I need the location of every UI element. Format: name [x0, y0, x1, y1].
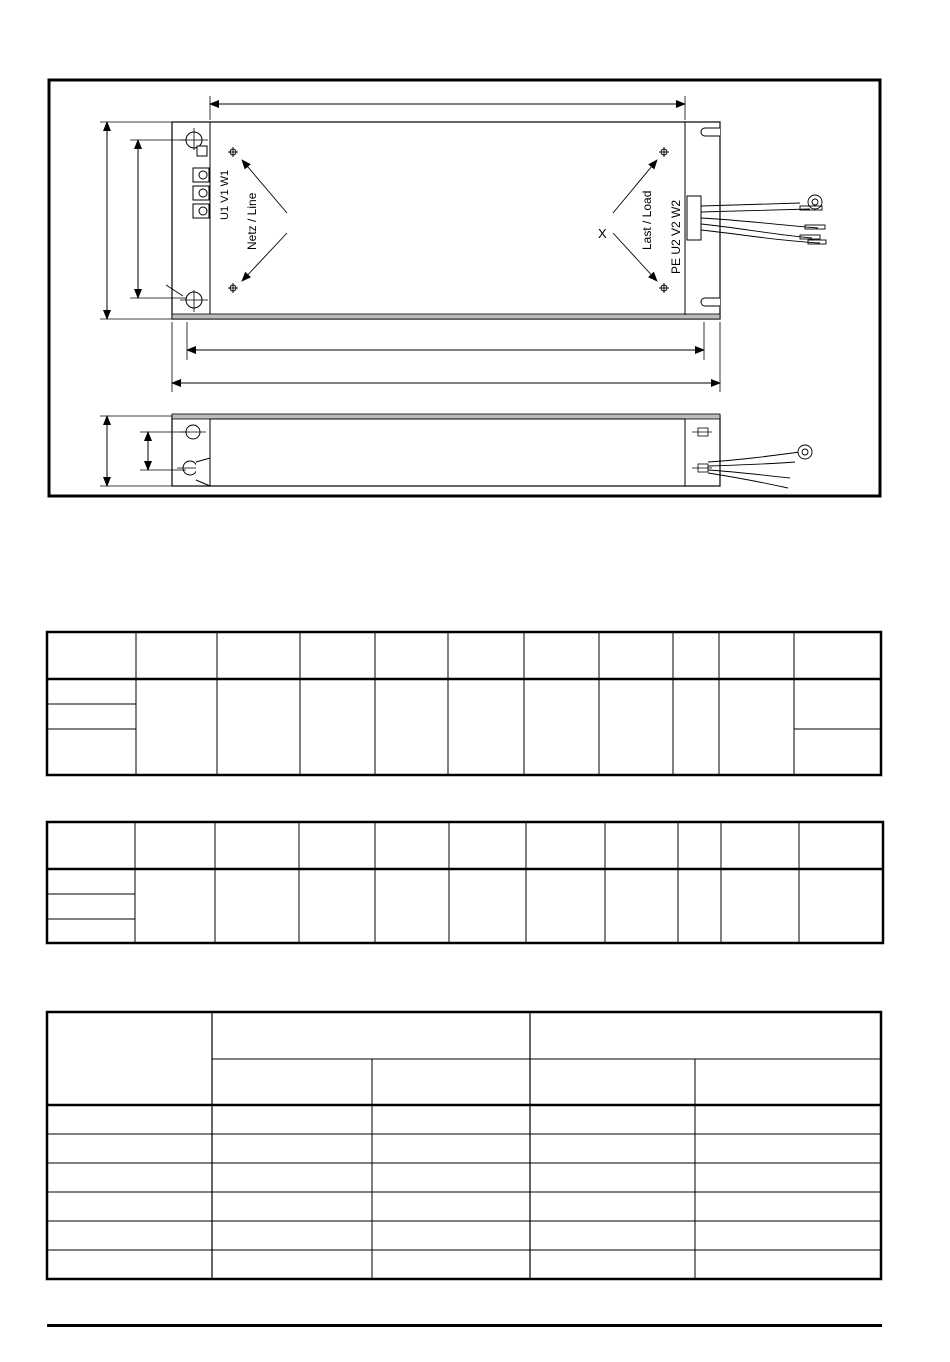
table-3: [47, 1012, 881, 1279]
table-2: [47, 822, 883, 943]
output-terminals-label: PE U2 V2 W2: [669, 199, 683, 274]
input-terminals-label: U1 V1 W1: [219, 169, 231, 220]
x-label: X: [598, 226, 607, 241]
netz-line-label: Netz / Line: [245, 192, 259, 250]
footer-rule: [47, 1324, 882, 1327]
last-load-label: Last / Load: [640, 190, 654, 250]
table-1: [47, 632, 881, 775]
